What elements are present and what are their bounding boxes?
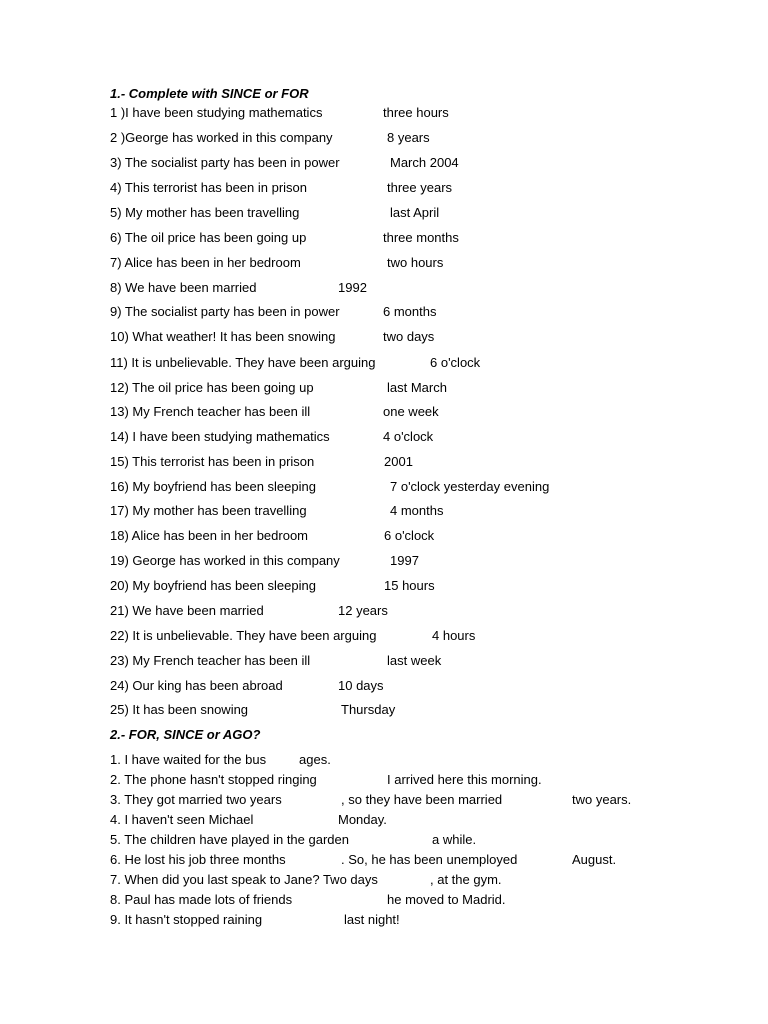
exercise-sentence: 7) Alice has been in her bedroom (110, 255, 301, 270)
exercise-answer: last April (390, 205, 440, 220)
exercise-segment: , so they have been married (341, 792, 503, 807)
exercise-segment: last night! (344, 912, 400, 927)
exercise-sentence: 14) I have been studying mathematics (110, 429, 330, 444)
exercise-sentence: 8) We have been married (110, 280, 257, 295)
exercise-item (0, 452, 768, 472)
exercise-segment: 2. The phone hasn't stopped ringing (110, 772, 317, 787)
exercise-sentence: 24) Our king has been abroad (110, 678, 283, 693)
exercise-answer: two hours (387, 255, 444, 270)
exercise-segment: August. (572, 852, 617, 867)
exercise-answer: last March (387, 380, 447, 395)
exercise-item (0, 750, 768, 770)
exercise-segment: 7. When did you last speak to Jane? Two days (110, 872, 378, 887)
exercise-item (0, 203, 768, 223)
exercise-answer: 10 days (338, 678, 384, 693)
exercise-sentence: 18) Alice has been in her bedroom (110, 528, 309, 543)
exercise-segment: . So, he has been unemployed (341, 852, 518, 867)
exercise-item (0, 501, 768, 521)
exercise-answer: 2001 (384, 454, 413, 469)
exercise-sentence: 2 )George has worked in this company (110, 130, 333, 145)
exercise-sentence: 15) This terrorist has been in prison (110, 454, 315, 469)
exercise-segment: a while. (432, 832, 477, 847)
exercise-answer: 6 o'clock (384, 528, 435, 543)
exercise-answer: two days (383, 329, 435, 344)
exercise-answer: three months (383, 230, 459, 245)
exercise-answer: 7 o'clock yesterday evening (390, 479, 550, 494)
exercise-answer: 8 years (387, 130, 430, 145)
exercise-item (0, 153, 768, 173)
exercise-segment: 8. Paul has made lots of friends (110, 892, 293, 907)
exercise-item (0, 676, 768, 696)
exercise-segment: two years. (572, 792, 632, 807)
exercise-item (0, 626, 768, 646)
exercise-sentence: 9) The socialist party has been in power (110, 304, 340, 319)
exercise-sentence: 3) The socialist party has been in power (110, 155, 340, 170)
exercise-item (0, 870, 768, 890)
exercise-sentence: 22) It is unbelievable. They have been arguing (110, 628, 377, 643)
exercise-item (0, 427, 768, 447)
exercise-answer: last week (387, 653, 442, 668)
exercise-item (0, 178, 768, 198)
exercise-segment: ages. (299, 752, 331, 767)
exercise-segment: , at the gym. (430, 872, 502, 887)
exercise-segment: Monday. (338, 812, 387, 827)
exercise-answer: three years (387, 180, 453, 195)
exercise-answer: one week (383, 404, 439, 419)
exercise-answer: 15 hours (384, 578, 435, 593)
exercise-sentence: 21) We have been married (110, 603, 264, 618)
exercise-segment: he moved to Madrid. (387, 892, 506, 907)
exercise-sentence: 5) My mother has been travelling (110, 205, 300, 220)
exercise-item (0, 651, 768, 671)
exercise-answer: 6 months (383, 304, 437, 319)
exercise-answer: three hours (383, 105, 449, 120)
exercise-sentence: 12) The oil price has been going up (110, 380, 314, 395)
exercise-segment: 4. I haven't seen Michael (110, 812, 254, 827)
exercise-item (0, 302, 768, 322)
exercise-segment: I arrived here this morning. (387, 772, 542, 787)
exercise-item (0, 103, 768, 123)
exercise-item (0, 278, 768, 298)
exercise-sentence: 4) This terrorist has been in prison (110, 180, 308, 195)
exercise-item (0, 378, 768, 398)
exercise-answer: 4 o'clock (383, 429, 434, 444)
exercise-item (0, 327, 768, 347)
exercise-item (0, 850, 768, 870)
section1-heading: 1.- Complete with SINCE or FOR (110, 86, 309, 101)
exercise-item (0, 890, 768, 910)
exercise-item (0, 601, 768, 621)
exercise-item (0, 402, 768, 422)
exercise-segment: 1. I have waited for the bus (110, 752, 267, 767)
exercise-answer: 4 months (390, 503, 444, 518)
exercise-sentence: 11) It is unbelievable. They have been arguing (110, 355, 376, 370)
exercise-sentence: 10) What weather! It has been snowing (110, 329, 336, 344)
exercise-sentence: 20) My boyfriend has been sleeping (110, 578, 316, 593)
exercise-sentence: 19) George has worked in this company (110, 553, 340, 568)
exercise-answer: Thursday (341, 702, 396, 717)
exercise-item (0, 830, 768, 850)
exercise-item (0, 477, 768, 497)
exercise-segment: 5. The children have played in the garden (110, 832, 349, 847)
exercise-item (0, 551, 768, 571)
exercise-segment: 3. They got married two years (110, 792, 282, 807)
exercise-sentence: 17) My mother has been travelling (110, 503, 307, 518)
exercise-answer: 6 o'clock (430, 355, 481, 370)
exercise-item (0, 810, 768, 830)
exercise-item (0, 770, 768, 790)
exercise-sentence: 13) My French teacher has been ill (110, 404, 311, 419)
exercise-sentence: 6) The oil price has been going up (110, 230, 307, 245)
exercise-item (0, 128, 768, 148)
exercise-sentence: 25) It has been snowing (110, 702, 249, 717)
exercise-item (0, 910, 768, 930)
exercise-item (0, 253, 768, 273)
exercise-item (0, 576, 768, 596)
exercise-segment: 9. It hasn't stopped raining (110, 912, 263, 927)
exercise-sentence: 23) My French teacher has been ill (110, 653, 311, 668)
exercise-item (0, 700, 768, 720)
exercise-item (0, 228, 768, 248)
exercise-item (0, 353, 768, 373)
exercise-item (0, 790, 768, 810)
exercise-item (0, 526, 768, 546)
exercise-answer: 1997 (390, 553, 419, 568)
section2-heading: 2.- FOR, SINCE or AGO? (110, 727, 261, 742)
exercise-sentence: 16) My boyfriend has been sleeping (110, 479, 316, 494)
exercise-sentence: 1 )I have been studying mathematics (110, 105, 323, 120)
exercise-answer: 1992 (338, 280, 367, 295)
exercise-answer: March 2004 (390, 155, 459, 170)
exercise-segment: 6. He lost his job three months (110, 852, 286, 867)
exercise-answer: 4 hours (432, 628, 476, 643)
exercise-answer: 12 years (338, 603, 388, 618)
